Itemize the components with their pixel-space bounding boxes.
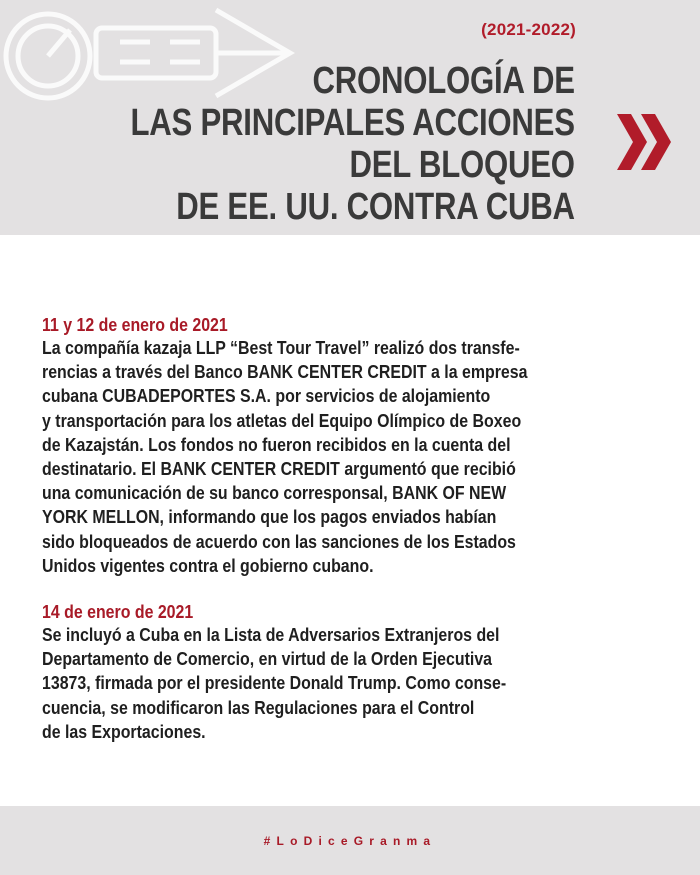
text-line: cuencia, se modificaron las Regulaciones para el Control xyxy=(42,696,475,718)
text-line: YORK MELLON, informando que los pagos enviados habían xyxy=(42,506,497,528)
text-line: de Kazajstán. Los fondos no fueron recibidos en la cuenta del xyxy=(42,433,511,455)
text-line: y transportación para los atletas del Equipo Olímpico de Boxeo xyxy=(42,409,522,431)
footer-bar xyxy=(0,806,700,875)
text-line: sido bloqueados de acuerdo con las sanciones de los Estados xyxy=(42,530,516,552)
title-line: LAS PRINCIPALES ACCIONES xyxy=(130,102,575,144)
text-line: de las Exportaciones. xyxy=(42,720,206,742)
title-line: CRONOLOGÍA DE xyxy=(312,60,575,102)
text-line: Se incluyó a Cuba en la Lista de Adversarios Extranjeros del xyxy=(42,624,500,646)
title-line: DE EE. UU. CONTRA CUBA xyxy=(176,186,575,228)
text-line: Unidos vigentes contra el gobierno cubano. xyxy=(42,554,374,576)
timeline-entry xyxy=(42,313,642,578)
text-line: rencias a través del Banco BANK CENTER CREDIT a la empresa xyxy=(42,361,528,383)
text-line: 13873, firmada por el presidente Donald Trump. Como conse- xyxy=(42,672,507,694)
hashtag: #LoDiceGranma xyxy=(263,834,437,848)
entry-date: 14 de enero de 2021 xyxy=(42,601,194,623)
entry-date: 11 y 12 de enero de 2021 xyxy=(42,314,228,335)
year-range: (2021-2022) xyxy=(481,20,576,39)
header-banner xyxy=(0,0,700,235)
text-line: Departamento de Comercio, en virtud de la Orden Ejecutiva xyxy=(42,648,493,670)
text-line: una comunicación de su banco corresponsal, BANK OF NEW xyxy=(42,482,507,504)
text-line: destinatario. El BANK CENTER CREDIT argumentó que recibió xyxy=(42,458,516,480)
double-chevron-right-icon xyxy=(617,112,673,172)
text-line: cubana CUBADEPORTES S.A. por servicios de alojamiento xyxy=(42,385,491,407)
entry-text xyxy=(42,623,642,744)
page-title xyxy=(131,60,575,228)
timeline-entry xyxy=(42,600,642,744)
entry-text xyxy=(42,336,642,578)
timeline-content xyxy=(42,313,642,766)
title-line: DEL BLOQUEO xyxy=(349,144,575,186)
text-line: La compañía kazaja LLP “Best Tour Travel” realizó dos transfe- xyxy=(42,337,520,358)
